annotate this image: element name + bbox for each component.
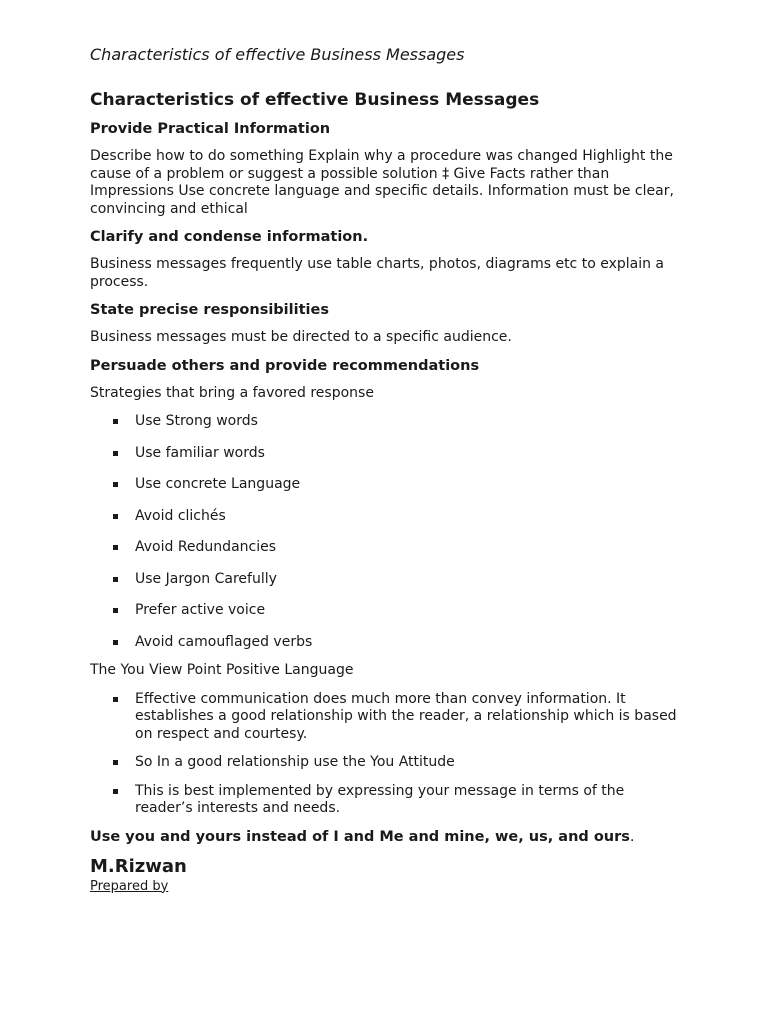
bullet-icon — [113, 760, 118, 765]
list-item — [90, 571, 680, 589]
list-item-text: Avoid clichés — [135, 507, 226, 524]
bullet-icon — [113, 640, 118, 645]
list-item — [90, 508, 680, 526]
bullet-icon — [113, 419, 118, 424]
bullet-icon — [113, 697, 118, 702]
list-item-text: Use Strong words — [135, 413, 258, 429]
list-item — [90, 413, 680, 431]
list-item-text: This is best implemented by expressing your message in terms of the reader’s interests and needs. — [135, 782, 625, 816]
list-item — [90, 539, 680, 557]
strategies-list — [90, 413, 680, 651]
list-item — [90, 691, 680, 744]
closing-statement — [90, 829, 680, 845]
list-item-text: Use Jargon Carefully — [135, 570, 277, 587]
list-item — [90, 476, 680, 494]
you-viewpoint-list — [90, 691, 680, 818]
list-item — [90, 634, 680, 652]
bullet-icon — [113, 451, 118, 456]
bullet-icon — [113, 608, 118, 613]
bullet-icon — [113, 545, 118, 550]
bullet-icon — [113, 789, 118, 794]
list-item-text: So In a good relationship use the You Attitude — [135, 754, 455, 770]
list-item-text: Prefer active voice — [135, 602, 266, 618]
list-item — [90, 602, 680, 620]
document-title: Characteristics of effective Business Messages — [90, 90, 540, 110]
document-body — [90, 90, 680, 895]
list-item-text: Effective communication does much more than convey information. It establishes a good relationship with the reader, a relationship which is based on respect and courtesy. — [135, 690, 677, 742]
section-intro-strategies: Strategies that bring a favored response — [90, 384, 374, 401]
prepared-by-label: Prepared by — [90, 878, 169, 894]
section-intro-you-viewpoint: The You View Point Positive Language — [90, 662, 354, 678]
list-item-text: Use concrete Language — [135, 476, 301, 492]
bullet-icon — [113, 514, 118, 519]
author-name: M.Rizwan — [90, 855, 187, 877]
section-body-responsibilities: Business messages must be directed to a specific audience. — [90, 329, 512, 345]
list-item — [90, 445, 680, 463]
section-body-clarify: Business messages frequently use table charts, photos, diagrams etc to explain a process. — [90, 256, 665, 290]
section-body-practical-info: Describe how to do something Explain why a procedure was changed Highlight the cause of a problem or suggest a possible solution ‡ Give Facts rather than Impressions Use concrete language and specific details. Information must be clear, convincing and ethical — [90, 148, 674, 217]
list-item — [90, 783, 680, 818]
list-item-text: Avoid camouflaged verbs — [135, 633, 313, 650]
list-item — [90, 754, 680, 772]
section-heading-responsibilities: State precise responsibilities — [90, 302, 329, 318]
list-item-text: Use familiar words — [135, 444, 265, 461]
bullet-icon — [113, 482, 118, 487]
closing-period: . — [629, 828, 635, 845]
page-header-title: Characteristics of effective Business Messages — [90, 45, 465, 64]
section-heading-persuade: Persuade others and provide recommendations — [90, 357, 480, 374]
list-item-text: Avoid Redundancies — [135, 539, 277, 555]
bullet-icon — [113, 577, 118, 582]
section-heading-clarify: Clarify and condense information. — [90, 229, 369, 245]
closing-text: Use you and yours instead of I and Me and mine, we, us, and ours — [90, 828, 630, 845]
section-heading-practical-info: Provide Practical Information — [90, 121, 331, 137]
